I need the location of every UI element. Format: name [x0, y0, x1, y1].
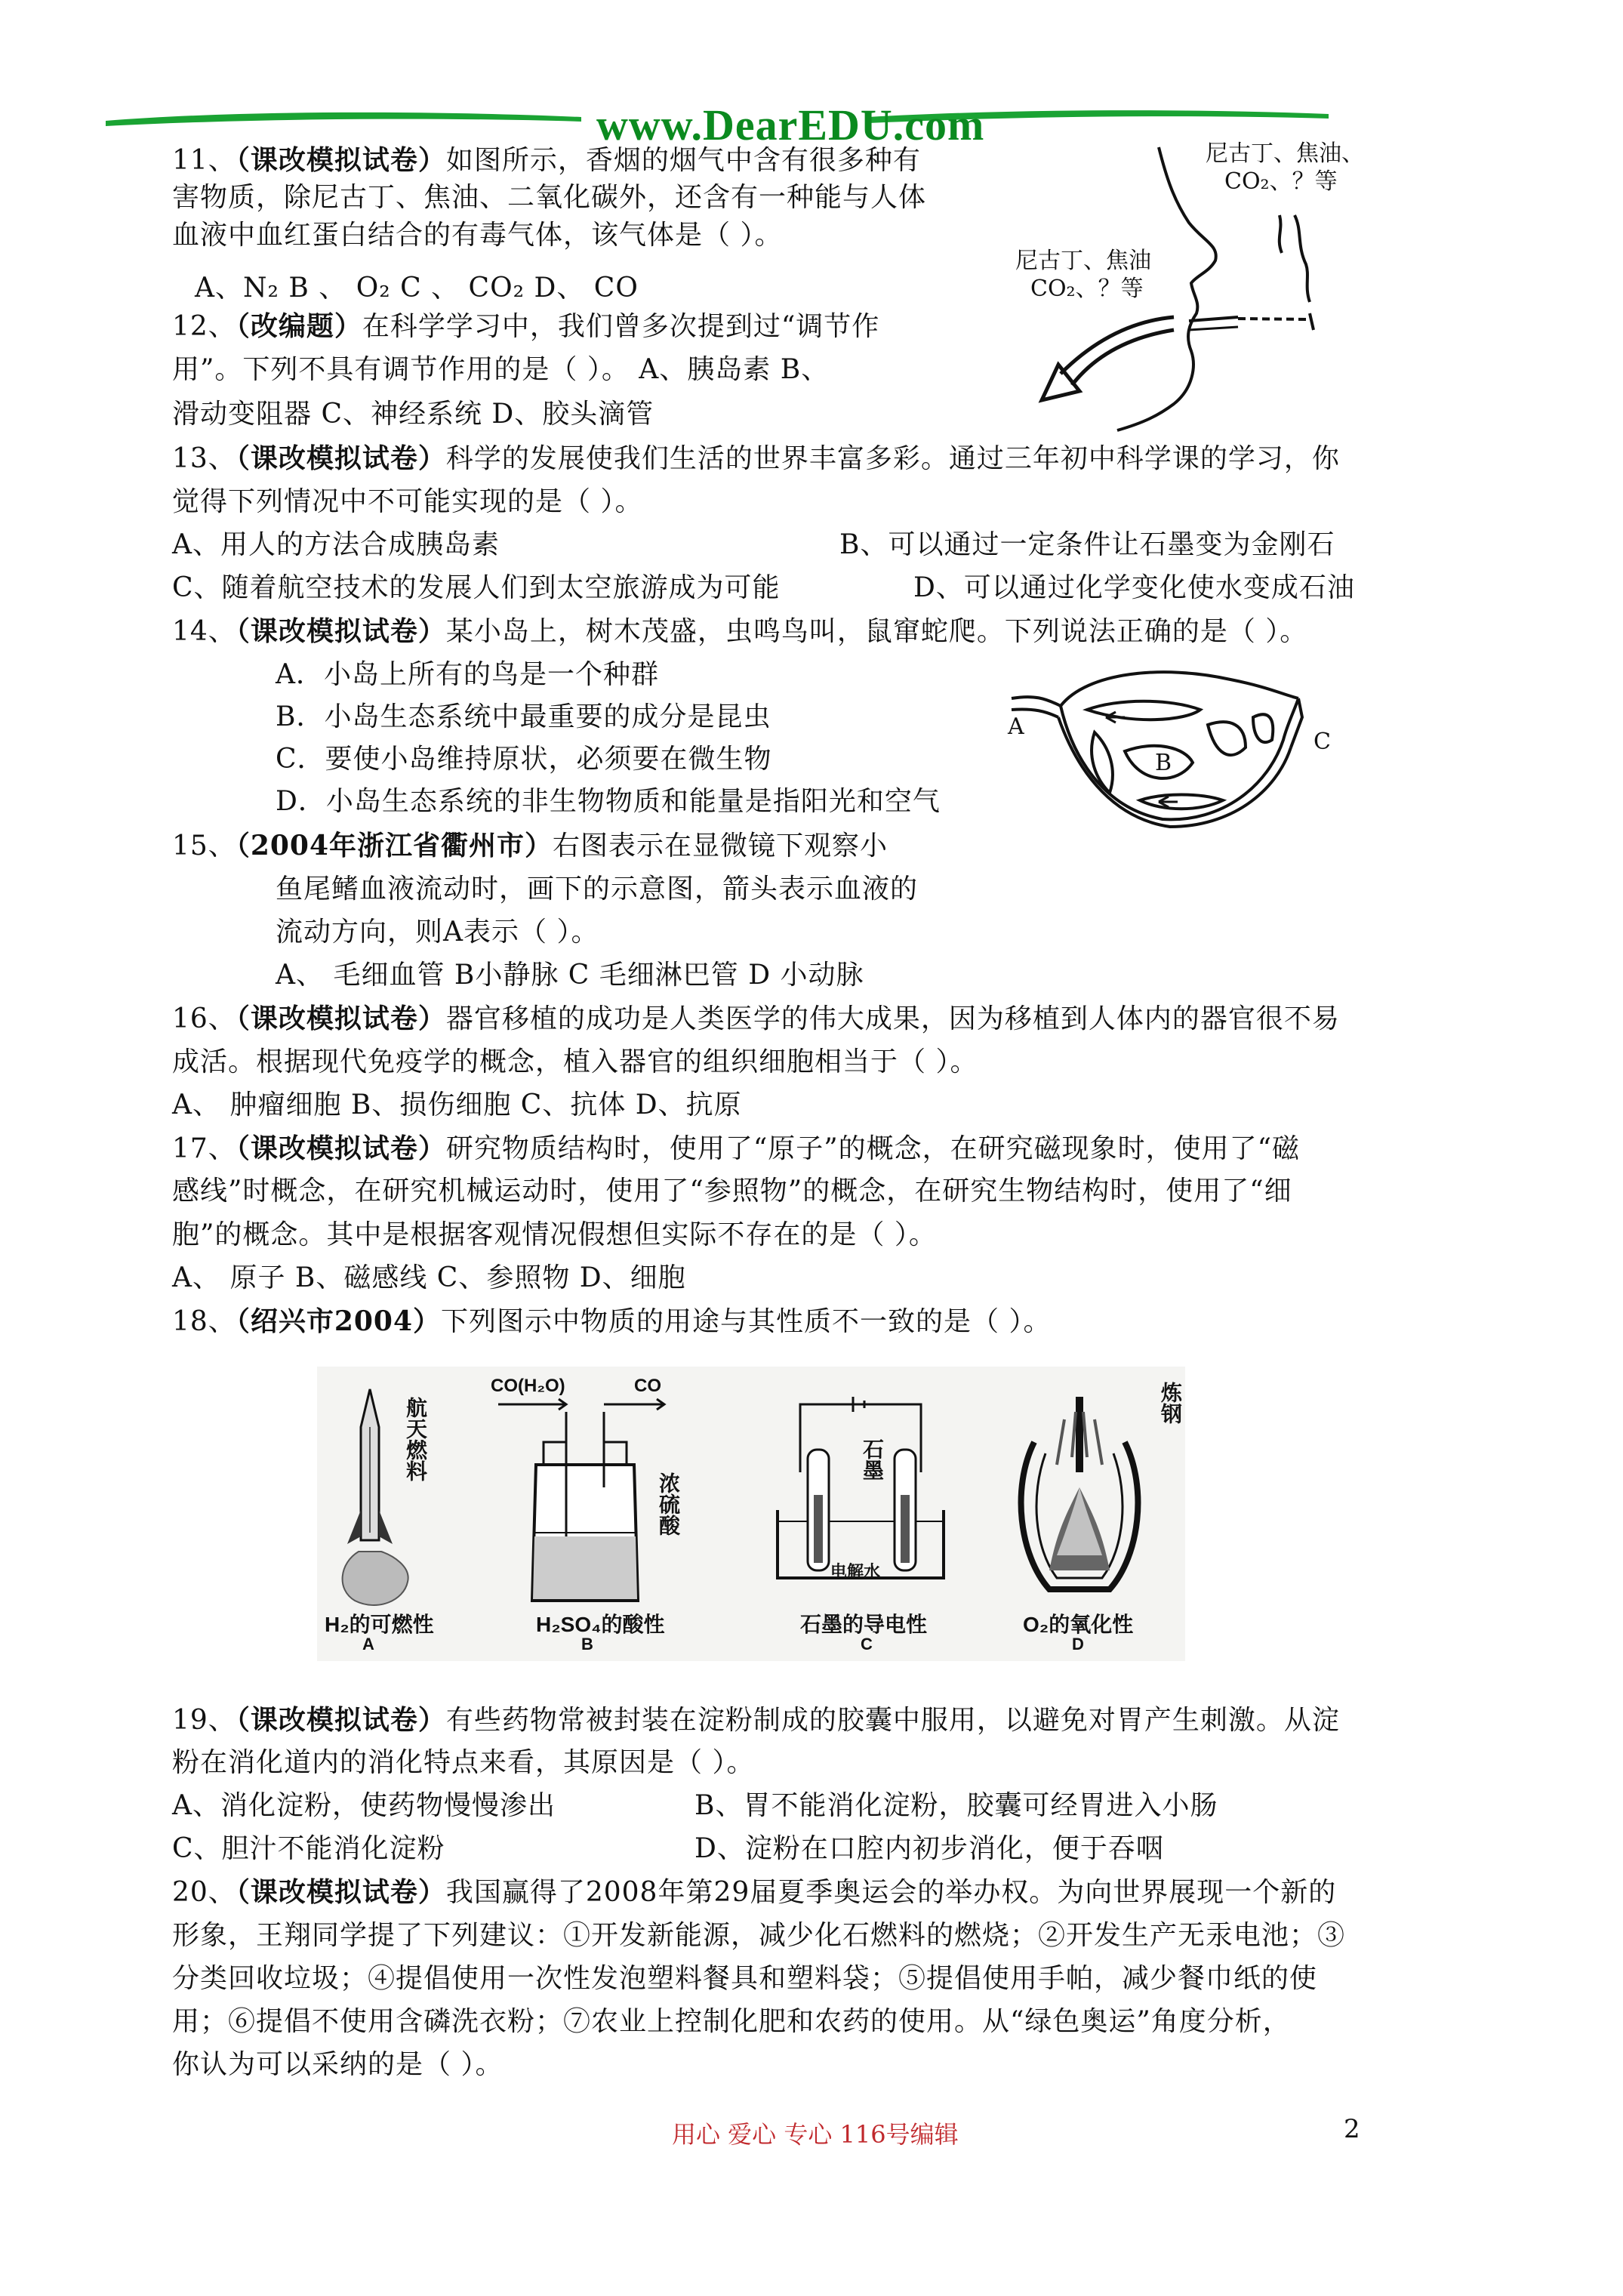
q12-line1: 12、（改编题）在科学学习中，我们曾多次提到过“调节作 [172, 310, 880, 342]
fig18-a-side: 航天燃料 [404, 1397, 427, 1481]
fig18-a-caption: H₂的可燃性 [325, 1613, 434, 1636]
fig11-top-label-2: CO₂、？等 [1224, 168, 1338, 195]
fig11-top-label-1: 尼古丁、焦油、 [1206, 140, 1364, 167]
q12-line3: 滑动变阻器 C、神经系统 D、胶头滴管 [172, 399, 654, 430]
q20-line1: 20、（课改模拟试卷）我国赢得了2008年第29届夏季奥运会的举办权。为向世界展现一个新的 [172, 1876, 1337, 1908]
q18-line1: 18、（绍兴市2004）下列图示中物质的用途与其性质不一致的是（ ）。 [172, 1305, 1052, 1337]
q17-options: A、 原子 B、磁感线 C、参照物 D、细胞 [172, 1262, 686, 1293]
wash-bottle-icon [491, 1374, 679, 1616]
fig18-a-letter: A [362, 1635, 374, 1653]
q17-line1: 17、（课改模拟试卷）研究物质结构时，使用了“原子”的概念，在研究磁现象时，使用了“磁 [172, 1133, 1301, 1164]
fig11-left-label-2: CO₂、？等 [1030, 276, 1144, 302]
q19-option-b: B、胃不能消化淀粉，胶囊可经胃进入小肠 [694, 1790, 1218, 1821]
fig11-left-label-1: 尼古丁、焦油 [1015, 248, 1151, 274]
rocket-icon [332, 1382, 453, 1631]
fig18-c-caption: 石墨的导电性 [800, 1613, 928, 1636]
q20-line2: 形象，王翔同学提了下列建议：①开发新能源，减少化石燃料的燃烧；②开发生产无汞电池；③ [172, 1920, 1346, 1951]
q13-option-a: A、用人的方法合成胰岛素 [172, 529, 500, 560]
fig18-b-inlet: CO(H₂O) [491, 1376, 565, 1396]
fig18-d-side: 炼钢 [1159, 1382, 1182, 1424]
q18-figure [317, 1367, 1185, 1661]
q14-option-a: A．小岛上所有的鸟是一个种群 [276, 659, 659, 690]
q19-line2: 粉在消化道内的消化特点来看，其原因是（ ）。 [172, 1747, 755, 1778]
q13-option-c: C、随着航空技术的发展人们到太空旅游成为可能 [172, 572, 781, 603]
q13-option-b: B、可以通过一定条件让石墨变为金刚石 [839, 529, 1335, 560]
q11-line3: 血液中血红蛋白结合的有毒气体，该气体是（ ）。 [172, 220, 783, 251]
fig18-c-water: 电解水 [830, 1562, 881, 1581]
q19-line1: 19、（课改模拟试卷）有些药物常被封装在淀粉制成的胶囊中服用，以避免对胃产生刺激。从淀 [172, 1704, 1340, 1736]
q15-line3: 流动方向，则A表示（ ）。 [276, 917, 599, 948]
fig18-c-side: 石墨 [861, 1438, 884, 1481]
furnace-icon [1004, 1382, 1155, 1608]
fig15-label-a: A [1008, 713, 1024, 740]
q17-line2: 感线”时概念，在研究机械运动时，使用了“参照物”的概念，在研究生物结构时，使用了“细 [172, 1176, 1292, 1207]
q14-option-c: C．要使小岛维持原状，必须要在微生物 [276, 744, 772, 775]
q20-line5: 你认为可以采纳的是（ ）。 [172, 2049, 504, 2080]
q15-line2: 鱼尾鳍血液流动时，画下的示意图，箭头表示血液的 [276, 874, 919, 905]
q13-option-d: D、可以通过化学变化使水变成石油 [913, 572, 1355, 603]
fig18-b-letter: B [581, 1635, 593, 1653]
q15-line1: 15、（2004年浙江省衢州市）右图表示在显微镜下观察小 [172, 830, 888, 861]
footer-text: 用心 爱心 专心 116号编辑 [672, 2120, 959, 2149]
q11-options: A、N₂ B 、 O₂ C 、 CO₂ D、 CO [195, 273, 639, 304]
q15-options: A、 毛细血管 B小静脉 C 毛细淋巴管 D 小动脉 [276, 960, 864, 991]
fig18-b-caption: H₂SO₄的酸性 [536, 1613, 665, 1636]
q16-options: A、 肿瘤细胞 B、损伤细胞 C、抗体 D、抗原 [172, 1089, 742, 1120]
q19-option-d: D、淀粉在口腔内初步消化，便于吞咽 [694, 1833, 1164, 1864]
site-logo-text: www.DearEDU.com [596, 100, 985, 149]
q13-line1: 13、（课改模拟试卷）科学的发展使我们生活的世界丰富多彩。通过三年初中科学课的学习，你 [172, 442, 1340, 474]
q19-option-c: C、胆汁不能消化淀粉 [172, 1833, 445, 1864]
fig15-label-b: B [1155, 750, 1172, 776]
q14-option-d: D．小岛生态系统的非生物物质和能量是指阳光和空气 [276, 786, 941, 817]
fig18-c-letter: C [861, 1635, 873, 1653]
q14-option-b: B．小岛生态系统中最重要的成分是昆虫 [276, 701, 771, 732]
q19-option-a: A、消化淀粉，使药物慢慢渗出 [172, 1790, 556, 1821]
fig18-b-side: 浓硫酸 [657, 1472, 680, 1536]
q17-line3: 胞”的概念。其中是根据客观情况假想但实际不存在的是（ ）。 [172, 1219, 937, 1250]
fig18-b-outlet: CO [634, 1376, 661, 1396]
q13-line2: 觉得下列情况中不可能实现的是（ ）。 [172, 486, 643, 517]
q11-line1: 11、（课改模拟试卷）如图所示，香烟的烟气中含有很多种有 [172, 144, 921, 176]
q16-line2: 成活。根据现代免疫学的概念，植入器官的组织细胞相当于（ ）。 [172, 1046, 978, 1077]
q20-line3: 分类回收垃圾；④提倡使用一次性发泡塑料餐具和塑料袋；⑤提倡使用手帕，减少餐巾纸的使 [172, 1963, 1318, 1994]
q20-line4: 用；⑥提倡不使用含磷洗衣粉；⑦农业上控制化肥和农药的使用。从“绿色奥运”角度分析， [172, 2006, 1291, 2037]
page-number: 2 [1344, 2114, 1360, 2144]
q14-line1: 14、（课改模拟试卷）某小岛上，树木茂盛，虫鸣鸟叫，鼠窜蛇爬。下列说法正确的是（ ）。 [172, 615, 1308, 647]
q11-line2: 害物质，除尼古丁、焦油、二氧化碳外，还含有一种能与人体 [172, 182, 927, 213]
q12-line2: 用”。下列不具有调节作用的是（ ）。 A、胰岛素 B、 [172, 354, 830, 385]
fig18-d-caption: O₂的氧化性 [1023, 1613, 1134, 1636]
fig15-label-c: C [1313, 729, 1331, 755]
capillary-network-figure [1004, 664, 1329, 831]
fig18-d-letter: D [1072, 1635, 1084, 1653]
q16-line1: 16、（课改模拟试卷）器官移植的成功是人类医学的伟大成果，因为移植到人体内的器官很不易 [172, 1003, 1340, 1034]
